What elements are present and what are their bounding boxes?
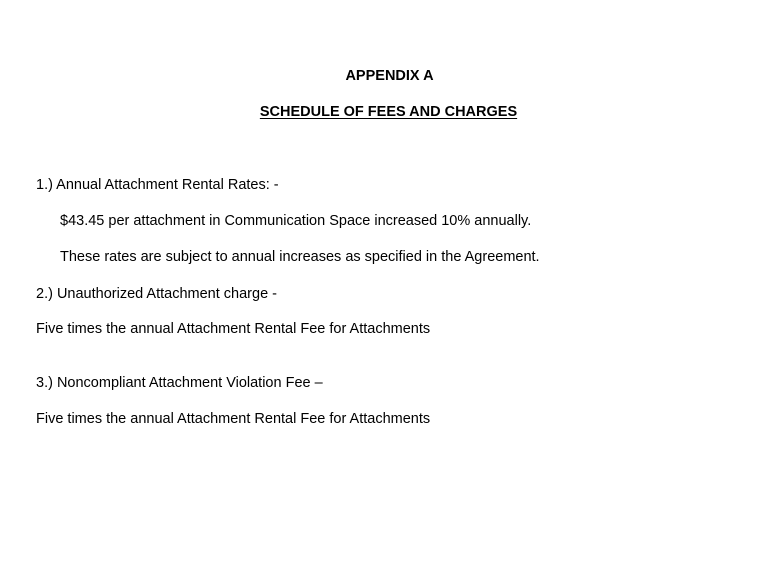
item-1-heading: 1.) Annual Attachment Rental Rates: -: [36, 177, 279, 193]
item-3-detail: Five times the annual Attachment Rental Fee for Attachments: [36, 411, 431, 427]
item-2-detail: Five times the annual Attachment Rental Fee for Attachments: [36, 321, 431, 337]
item-3-heading: 3.) Noncompliant Attachment Violation Fee –: [36, 375, 323, 391]
item-1-rate-detail: $43.45 per attachment in Communication Space increased 10% annually.: [60, 213, 532, 229]
item-1-increase-note: These rates are subject to annual increases as specified in the Agreement.: [60, 249, 540, 265]
appendix-title: APPENDIX A: [345, 68, 434, 84]
item-2-heading: 2.) Unauthorized Attachment charge -: [36, 286, 277, 302]
schedule-title: SCHEDULE OF FEES AND CHARGES: [259, 104, 518, 120]
